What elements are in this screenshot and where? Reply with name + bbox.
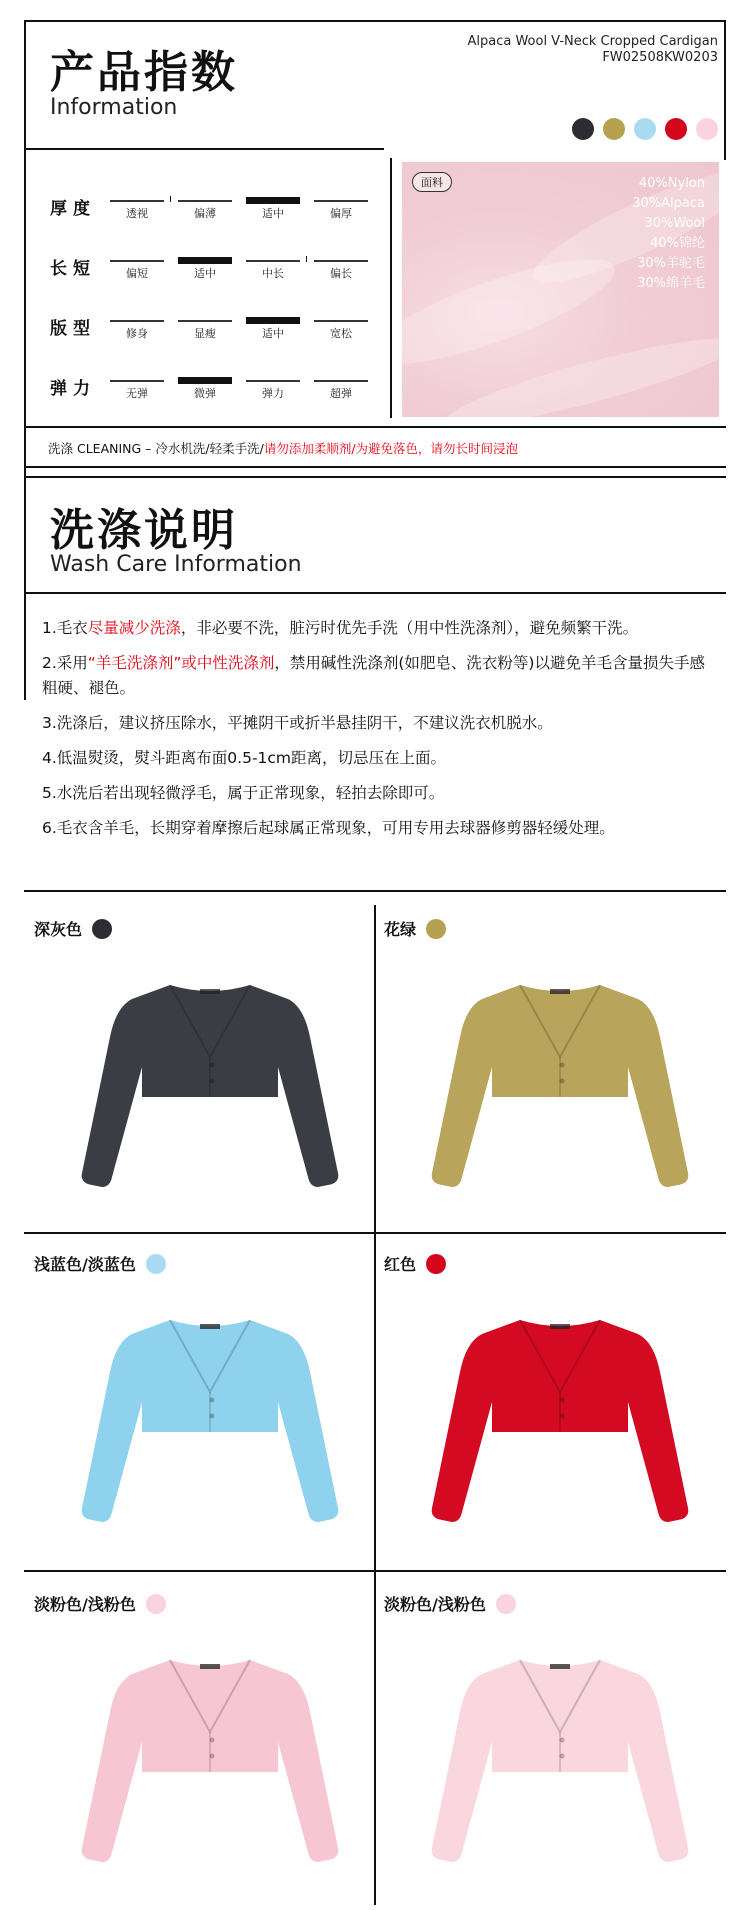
attr-option: 修身 — [126, 327, 148, 340]
grid-row2-line — [24, 1570, 726, 1572]
composition-line: 30%绵羊毛 — [637, 276, 705, 291]
attr-label: 厚度 — [50, 199, 96, 219]
attr-option-selected: 适中 — [262, 327, 284, 340]
frame-right-line — [724, 20, 726, 160]
color-variant-name: 淡粉色/浅粉色 — [34, 1595, 136, 1614]
cardigan-image — [410, 1312, 710, 1532]
cleaning-warning: 请勿添加柔顺剂/为避免落色，请勿长时间浸泡 — [263, 441, 519, 456]
color-swatches — [572, 118, 718, 140]
color-variant-card[interactable] — [384, 905, 736, 1235]
cardigan-image — [60, 1652, 360, 1872]
wash-title-divider — [24, 592, 726, 594]
wash-care-item: 6.毛衣含羊毛，长期穿着摩擦后起球属正常现象，可用专用去球器修剪器轻缓处理。 — [42, 819, 615, 837]
color-variant-name: 深灰色 — [34, 920, 83, 939]
color-dot-icon — [426, 1254, 446, 1274]
wash-care-item: 4.低温熨烫，熨斗距离布面0.5-1cm距离，切忌压在上面。 — [42, 749, 447, 767]
color-variant-header — [384, 1592, 516, 1615]
attr-option-selected: 微弹 — [194, 387, 216, 400]
attr-option: 透视 — [126, 207, 148, 220]
color-variant-name: 浅蓝色/淡蓝色 — [34, 1255, 136, 1274]
attr-fit — [50, 308, 380, 348]
composition-line: 30%Alpaca — [632, 196, 705, 211]
attr-option: 偏薄 — [194, 207, 216, 220]
wash-care-list — [42, 616, 712, 851]
attr-option-selected: 适中 — [194, 267, 216, 280]
attr-bottom-line — [24, 426, 726, 428]
product-name: Alpaca Wool V-Neck Cropped Cardigan — [467, 34, 718, 49]
wash-bottom-line — [24, 890, 726, 892]
color-variant-card[interactable] — [34, 905, 386, 1235]
composition-line: 30%Wool — [644, 216, 705, 231]
attr-label: 版型 — [50, 319, 96, 339]
product-info — [467, 34, 718, 66]
attr-divider — [390, 158, 392, 418]
swatch-red[interactable] — [665, 118, 687, 140]
attr-elasticity — [50, 368, 380, 408]
swatch-light-blue[interactable] — [634, 118, 656, 140]
color-variant-header — [34, 1252, 166, 1275]
color-variant-header — [384, 917, 446, 940]
product-code: FW02508KW0203 — [602, 50, 718, 65]
cardigan-image — [60, 977, 360, 1197]
attr-label: 长短 — [50, 259, 96, 279]
frame-top-line — [24, 20, 726, 22]
color-variant-card[interactable] — [384, 1240, 736, 1570]
attr-option: 超弹 — [330, 387, 352, 400]
cleaning-note — [48, 439, 518, 457]
cleaning-bottom-line — [24, 466, 726, 468]
color-variant-header — [384, 1252, 446, 1275]
attr-length — [50, 248, 380, 288]
fabric-tag: 面料 — [412, 172, 452, 192]
attr-option: 显瘦 — [194, 327, 216, 340]
cardigan-image — [410, 977, 710, 1197]
wash-care-item: 3.洗涤后，建议挤压除水，平摊阴干或折半悬挂阴干，不建议洗衣机脱水。 — [42, 714, 553, 732]
attr-option: 偏短 — [126, 267, 148, 280]
fabric-image — [402, 162, 719, 417]
frame-left-line — [24, 20, 26, 700]
page-title: 产品指数 — [50, 47, 238, 98]
wash-care-title: 洗涤说明 — [50, 505, 238, 556]
attr-option: 中长 — [262, 267, 284, 280]
color-dot-icon — [426, 919, 446, 939]
color-dot-icon — [146, 1254, 166, 1274]
color-dot-icon — [146, 1594, 166, 1614]
attr-option: 偏厚 — [330, 207, 352, 220]
attr-option: 宽松 — [330, 327, 352, 340]
composition-line: 40%Nylon — [638, 176, 705, 191]
composition-line: 40%锦纶 — [650, 236, 705, 251]
cardigan-image — [60, 1312, 360, 1532]
wash-care-item: 1.毛衣尽量减少洗涤，非必要不洗，脏污时优先手洗（用中性洗涤剂），避免频繁干洗。 — [42, 619, 639, 637]
color-variant-card[interactable] — [34, 1580, 386, 1910]
color-variant-name: 淡粉色/浅粉色 — [384, 1595, 486, 1614]
color-variant-card[interactable] — [384, 1580, 736, 1910]
attr-label: 弹力 — [50, 379, 96, 399]
color-variant-header — [34, 917, 112, 940]
color-dot-icon — [496, 1594, 516, 1614]
color-variant-header — [34, 1592, 166, 1615]
attr-option: 弹力 — [262, 387, 284, 400]
wash-care-subtitle: Wash Care Information — [50, 552, 302, 577]
color-variant-name: 红色 — [384, 1255, 417, 1274]
cleaning-prefix: 洗涤 CLEANING – 冷水机洗/轻柔手洗/ — [48, 441, 264, 456]
wash-care-item: 2.采用“羊毛洗涤剂”或中性洗涤剂，禁用碱性洗涤剂(如肥皂、洗衣粉等)以避免羊毛含量损失手感粗硬、褪色。 — [42, 654, 705, 697]
swatch-dark-gray[interactable] — [572, 118, 594, 140]
wash-top-line — [24, 476, 726, 478]
wash-care-item: 5.水洗后若出现轻微浮毛，属于正常现象，轻拍去除即可。 — [42, 784, 445, 802]
header-divider — [24, 148, 384, 150]
color-dot-icon — [92, 919, 112, 939]
fabric-composition — [632, 174, 705, 294]
swatch-pink[interactable] — [696, 118, 718, 140]
page-subtitle: Information — [50, 95, 178, 120]
color-variant-name: 花绿 — [384, 920, 417, 939]
attr-option: 无弹 — [126, 387, 148, 400]
color-variant-card[interactable] — [34, 1240, 386, 1570]
attr-thickness — [50, 188, 380, 228]
attr-option: 偏长 — [330, 267, 352, 280]
swatch-olive[interactable] — [603, 118, 625, 140]
attr-option-selected: 适中 — [262, 207, 284, 220]
composition-line: 30%羊驼毛 — [637, 256, 705, 271]
cardigan-image — [410, 1652, 710, 1872]
